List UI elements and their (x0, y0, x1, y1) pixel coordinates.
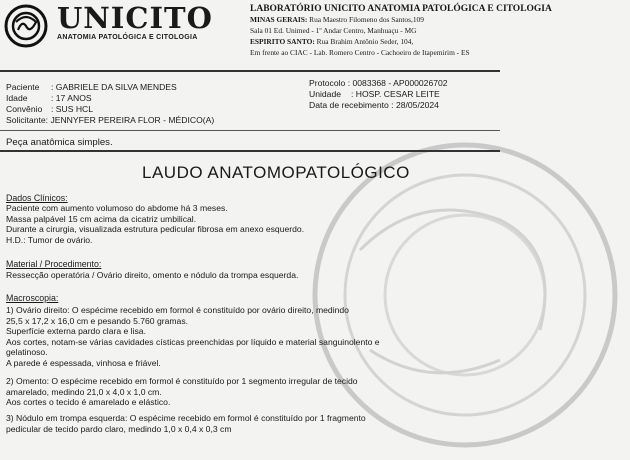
received-date-row: Data de recebimento : 28/05/2024 (309, 100, 439, 110)
macroscopy-line: 1) Ovário direito: O espécime recebido em formol é constituído por ovário direito, medindo (6, 305, 349, 315)
lab-title: LABORATÓRIO UNICITO ANATOMIA PATOLÓGICA E CITOLOGIA (250, 4, 552, 14)
specimen-divider (0, 150, 500, 152)
brand-tagline: ANATOMIA PATOLÓGICA E CITOLOGIA (57, 34, 198, 41)
macroscopy-line: Aos cortes, notam-se várias cavidades císticas preenchidas por líquido e material sanguinolento e (6, 336, 380, 347)
material-line: Ressecção operatória / Ovário direito, omento e nódulo da trompa esquerda. (6, 270, 299, 280)
header-divider (0, 70, 500, 72)
patient-name-row: Paciente : GABRIELE DA SILVA MENDES (6, 82, 177, 92)
unit-row: Unidade : HOSP. CESAR LEITE (309, 89, 440, 99)
lab-address-line: Em frente ao CIAC - Lab. Romero Centro - Cachoeiro de Itapemirim - ES (250, 48, 470, 57)
clinical-data-line: Paciente com aumento volumoso do abdome há 3 meses. (6, 203, 228, 213)
lab-address-line: ESPIRITO SANTO: Rua Brahim Antônio Seder, 104, (250, 37, 414, 46)
patient-requester-row: Solicitante: JENNYFER PEREIRA FLOR - MÉDICO(A) (6, 115, 215, 125)
macroscopy-line: Aos cortes o tecido é amarelado e elástico. (6, 397, 171, 407)
brand-name: UNICITO (57, 1, 213, 35)
clinical-data-line: Massa palpável 15 cm acima da cicatriz umbilical. (6, 213, 197, 224)
clinical-data-heading: Dados Clínicos: (6, 193, 68, 203)
patient-divider (0, 130, 500, 131)
macroscopy-line: amarelado, medindo 21,0 x 4,0 x 1,0 cm. (6, 386, 162, 397)
protocol-row: Protocolo : 0083368 - AP000026702 (309, 78, 448, 88)
patient-insurance-row: Convênio : SUS HCL (6, 104, 94, 114)
lab-address-line: MINAS GERAIS: Rua Maestro Filomeno dos Santos,109 (250, 15, 424, 24)
macroscopy-line: gelatinoso. (6, 347, 48, 357)
macroscopy-line: 3) Nódulo em trompa esquerda: O espécime recebido em formol é constituído por 1 fragmento (6, 413, 366, 423)
material-heading: Material / Procedimento: (6, 259, 102, 269)
macroscopy-line: A parede é espessada, vinhosa e friável. (6, 357, 161, 368)
specimen-type: Peça anatômica simples. (6, 137, 113, 148)
patient-age-row: Idade : 17 ANOS (6, 93, 92, 103)
unicito-logo-icon (4, 4, 48, 48)
macroscopy-line: pedicular de tecido pardo claro, medindo 1,0 x 0,4 x 0,3 cm (6, 423, 232, 434)
macroscopy-heading: Macroscopia: (6, 293, 59, 303)
clinical-data-line: Durante a cirurgia, visualizada estrutura pedicular fibrosa em anexo esquerdo. (6, 224, 305, 234)
macroscopy-line: Superfície externa pardo clara e lisa. (6, 326, 146, 336)
macroscopy-line: 25,5 x 17,2 x 16,0 cm e pesando 5.760 gramas. (6, 315, 189, 326)
report-title: LAUDO ANATOMOPATOLÓGICO (142, 163, 410, 182)
clinical-data-line: H.D.: Tumor de ovário. (6, 234, 93, 245)
lab-address-line: Sala 01 Ed. Unimed - 1º Andar Centro, Manhuaçu - MG (250, 26, 417, 35)
macroscopy-line: 2) Omento: O espécime recebido em formol é constituído por 1 segmento irregular de tecido (6, 376, 358, 386)
